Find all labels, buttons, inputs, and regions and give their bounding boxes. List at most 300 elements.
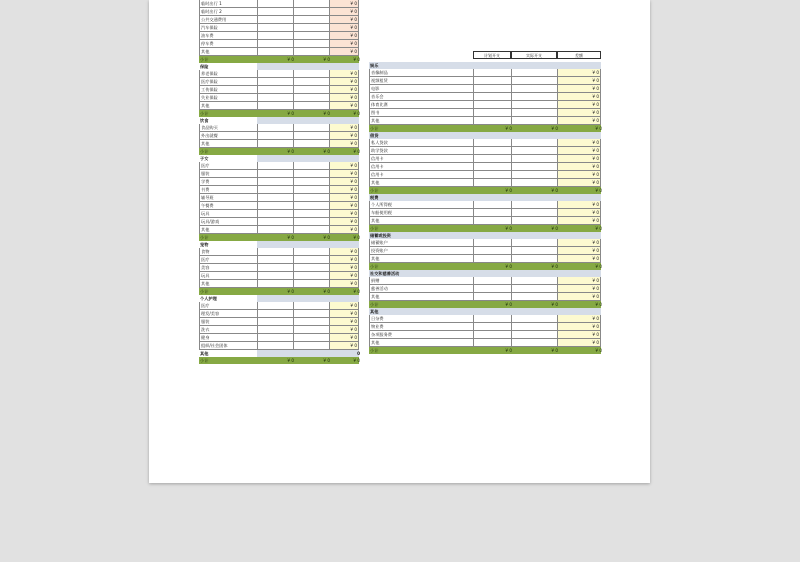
section-header (199, 155, 359, 162)
budget-row (369, 171, 601, 179)
actual-cell[interactable] (293, 40, 329, 47)
subtotal-label: 小计 (200, 235, 209, 240)
subtotal-row (369, 347, 601, 354)
planned-cell[interactable] (257, 202, 293, 209)
section-header (199, 295, 359, 302)
planned-cell[interactable] (257, 32, 293, 39)
actual-cell[interactable] (293, 272, 329, 279)
planned-cell[interactable] (257, 40, 293, 47)
planned-header: 计划开支 (473, 51, 511, 59)
actual-cell[interactable] (511, 117, 557, 124)
row-label: 医疗 (199, 302, 257, 309)
subtotal-row (369, 301, 601, 308)
row-label: 其他 (369, 179, 473, 186)
subtotal-planned: ¥ 0 (505, 264, 512, 269)
actual-cell[interactable] (511, 331, 557, 338)
planned-cell[interactable] (257, 342, 293, 349)
row-label: 学费 (199, 178, 257, 185)
row-label: 个人所得税 (369, 201, 473, 208)
subtotal-label: 小计 (200, 57, 209, 62)
actual-cell[interactable] (293, 334, 329, 341)
section-header (369, 270, 601, 277)
row-label: 玩具 (199, 210, 257, 217)
actual-cell[interactable] (511, 85, 557, 92)
difference-cell: ¥ 0 (557, 101, 601, 108)
actual-cell[interactable] (293, 170, 329, 177)
planned-cell[interactable] (257, 318, 293, 325)
subtotal-label: 小计 (370, 226, 379, 231)
actual-cell[interactable] (293, 342, 329, 349)
row-label: 其他 (369, 117, 473, 124)
budget-row (199, 256, 359, 264)
planned-cell[interactable] (257, 210, 293, 217)
planned-cell[interactable] (257, 70, 293, 77)
actual-cell[interactable] (511, 209, 557, 216)
actual-cell[interactable] (293, 178, 329, 185)
budget-row (199, 86, 359, 94)
row-label: 其他 (369, 339, 473, 346)
subtotal-label: 小计 (370, 264, 379, 269)
planned-cell[interactable] (257, 194, 293, 201)
budget-row (199, 140, 359, 148)
row-label: 储蓄账户 (369, 239, 473, 246)
row-label: 食物 (199, 248, 257, 255)
difference-cell: ¥ 0 (329, 326, 359, 333)
difference-cell: ¥ 0 (329, 162, 359, 169)
subtotal-row (199, 56, 359, 63)
subtotal-label: 小计 (200, 111, 209, 116)
row-label: 美容 (199, 264, 257, 271)
budget-row (369, 139, 601, 147)
planned-cell[interactable] (257, 24, 293, 31)
budget-row (369, 179, 601, 187)
planned-cell[interactable] (257, 218, 293, 225)
row-label: 理发/美容 (199, 310, 257, 317)
planned-cell[interactable] (473, 117, 511, 124)
difference-cell: ¥ 0 (329, 70, 359, 77)
budget-row (199, 202, 359, 210)
section-title: 个人护理 (200, 296, 217, 301)
planned-cell[interactable] (473, 93, 511, 100)
planned-cell[interactable] (257, 102, 293, 109)
planned-cell[interactable] (473, 277, 511, 284)
section-title: 税费 (370, 195, 379, 200)
difference-cell: ¥ 0 (329, 248, 359, 255)
planned-cell[interactable] (257, 186, 293, 193)
subtotal-difference: ¥ 0 (595, 348, 602, 353)
actual-cell[interactable] (511, 93, 557, 100)
budget-row (369, 255, 601, 263)
planned-cell[interactable] (473, 331, 511, 338)
difference-cell: ¥ 0 (329, 78, 359, 85)
actual-cell[interactable] (293, 202, 329, 209)
planned-cell[interactable] (257, 8, 293, 15)
planned-cell[interactable] (473, 69, 511, 76)
budget-row (199, 302, 359, 310)
budget-row (369, 85, 601, 93)
difference-cell: ¥ 0 (557, 339, 601, 346)
planned-cell[interactable] (257, 140, 293, 147)
planned-cell[interactable] (257, 226, 293, 233)
actual-cell[interactable] (511, 69, 557, 76)
actual-cell[interactable] (293, 24, 329, 31)
column-header-row (369, 51, 601, 59)
section-header (199, 241, 359, 248)
planned-cell[interactable] (473, 85, 511, 92)
row-label: 健身 (199, 334, 257, 341)
subtotal-label: 小计 (200, 289, 209, 294)
planned-cell[interactable] (473, 77, 511, 84)
row-label: 车船使用税 (369, 209, 473, 216)
planned-cell[interactable] (257, 326, 293, 333)
section-header (199, 117, 359, 124)
budget-row (369, 285, 601, 293)
subtotal-actual: ¥ 0 (551, 126, 558, 131)
row-label: 服装 (199, 318, 257, 325)
row-label: 助学贷款 (369, 147, 473, 154)
budget-row (369, 247, 601, 255)
actual-cell[interactable] (293, 70, 329, 77)
row-label: 汽车保险 (199, 24, 257, 31)
subtotal-actual: ¥ 0 (323, 149, 330, 154)
planned-cell[interactable] (473, 171, 511, 178)
planned-cell[interactable] (257, 78, 293, 85)
subtotal-planned: ¥ 0 (287, 289, 294, 294)
row-label: 信用卡 (369, 171, 473, 178)
budget-row (199, 218, 359, 226)
planned-cell[interactable] (473, 109, 511, 116)
subtotal-row (199, 288, 359, 295)
budget-row (199, 210, 359, 218)
actual-cell[interactable] (293, 102, 329, 109)
actual-cell[interactable] (293, 280, 329, 287)
section-header (199, 63, 359, 70)
actual-cell[interactable] (511, 239, 557, 246)
budget-row (369, 209, 601, 217)
left-budget-table (199, 0, 359, 364)
budget-row (199, 78, 359, 86)
planned-cell[interactable] (257, 86, 293, 93)
budget-row (199, 280, 359, 288)
row-label: 养老保险 (199, 70, 257, 77)
planned-cell[interactable] (473, 255, 511, 262)
planned-cell[interactable] (257, 280, 293, 287)
actual-cell[interactable] (293, 162, 329, 169)
budget-row (369, 331, 601, 339)
difference-cell: ¥ 0 (329, 334, 359, 341)
row-label: 物业费 (369, 323, 473, 330)
planned-cell[interactable] (257, 0, 293, 7)
section-shade (257, 241, 359, 248)
actual-cell[interactable] (293, 318, 329, 325)
row-label: 信用卡 (369, 163, 473, 170)
subtotal-row (199, 110, 359, 117)
planned-cell[interactable] (257, 16, 293, 23)
difference-cell: ¥ 0 (329, 124, 359, 131)
actual-cell[interactable] (293, 218, 329, 225)
planned-cell[interactable] (257, 178, 293, 185)
budget-row (199, 24, 359, 32)
row-label: 书费 (199, 186, 257, 193)
actual-cell[interactable] (511, 101, 557, 108)
subtotal-difference: ¥ 0 (353, 235, 360, 240)
planned-cell[interactable] (257, 170, 293, 177)
actual-cell[interactable] (293, 0, 329, 7)
actual-cell[interactable] (511, 147, 557, 154)
budget-row (199, 318, 359, 326)
subtotal-label: 小计 (200, 358, 209, 363)
difference-cell: ¥ 0 (329, 16, 359, 23)
planned-cell[interactable] (257, 124, 293, 131)
difference-cell: ¥ 0 (557, 209, 601, 216)
subtotal-difference: ¥ 0 (353, 57, 360, 62)
budget-row (199, 48, 359, 56)
actual-cell[interactable] (511, 77, 557, 84)
actual-cell[interactable] (293, 8, 329, 15)
actual-cell[interactable] (293, 326, 329, 333)
actual-cell[interactable] (511, 217, 557, 224)
difference-cell: ¥ 0 (329, 8, 359, 15)
difference-cell: ¥ 0 (557, 93, 601, 100)
row-label: 午餐费 (199, 202, 257, 209)
difference-cell: ¥ 0 (329, 202, 359, 209)
section-title: 社交和慈善活动 (370, 271, 400, 276)
section-shade (257, 155, 359, 162)
planned-cell[interactable] (473, 315, 511, 322)
actual-cell[interactable] (293, 264, 329, 271)
budget-row (199, 94, 359, 102)
section-header (369, 232, 601, 239)
difference-cell: ¥ 0 (557, 171, 601, 178)
actual-cell[interactable] (293, 78, 329, 85)
actual-cell[interactable] (293, 48, 329, 55)
row-label: 失业保险 (199, 94, 257, 101)
difference-cell: ¥ 0 (557, 69, 601, 76)
subtotal-actual: ¥ 0 (323, 57, 330, 62)
planned-cell[interactable] (473, 293, 511, 300)
budget-row (199, 16, 359, 24)
planned-cell[interactable] (257, 334, 293, 341)
actual-cell[interactable] (293, 132, 329, 139)
actual-cell[interactable] (293, 210, 329, 217)
planned-cell[interactable] (257, 310, 293, 317)
planned-cell[interactable] (473, 323, 511, 330)
budget-row (199, 248, 359, 256)
section-title: 宠物 (200, 242, 209, 247)
planned-cell[interactable] (257, 264, 293, 271)
subtotal-planned: ¥ 0 (505, 226, 512, 231)
row-label: 其他 (199, 226, 257, 233)
subtotal-row (199, 357, 359, 364)
subtotal-difference: ¥ 0 (353, 358, 360, 363)
difference-cell: ¥ 0 (329, 218, 359, 225)
budget-row (369, 163, 601, 171)
row-label: 其他 (369, 217, 473, 224)
row-label: 临时出行 2 (199, 8, 257, 15)
difference-cell: ¥ 0 (557, 155, 601, 162)
budget-row (369, 201, 601, 209)
actual-cell[interactable] (511, 109, 557, 116)
budget-row (369, 93, 601, 101)
planned-cell[interactable] (473, 339, 511, 346)
subtotal-planned: ¥ 0 (287, 358, 294, 363)
budget-row (369, 323, 601, 331)
actual-cell[interactable] (511, 155, 557, 162)
planned-cell[interactable] (473, 101, 511, 108)
row-label: 音乐会 (369, 93, 473, 100)
row-label: 临时出行 1 (199, 0, 257, 7)
planned-cell[interactable] (257, 272, 293, 279)
difference-cell: ¥ 0 (557, 109, 601, 116)
actual-cell[interactable] (293, 32, 329, 39)
planned-cell[interactable] (473, 179, 511, 186)
planned-cell[interactable] (473, 147, 511, 154)
row-label: 玩具/游戏 (199, 218, 257, 225)
planned-cell[interactable] (257, 48, 293, 55)
actual-cell[interactable] (511, 315, 557, 322)
row-label: 信用卡 (369, 155, 473, 162)
difference-cell: ¥ 0 (557, 331, 601, 338)
subtotal-label: 小计 (370, 188, 379, 193)
planned-cell[interactable] (257, 94, 293, 101)
actual-cell[interactable] (293, 226, 329, 233)
actual-cell[interactable] (511, 323, 557, 330)
planned-cell[interactable] (473, 201, 511, 208)
section-shade (257, 117, 359, 124)
difference-cell: ¥ 0 (329, 272, 359, 279)
actual-cell[interactable] (293, 302, 329, 309)
subtotal-actual: ¥ 0 (551, 264, 558, 269)
actual-cell[interactable] (511, 293, 557, 300)
budget-row (199, 310, 359, 318)
subtotal-row (369, 225, 601, 232)
budget-row (199, 194, 359, 202)
budget-row (199, 8, 359, 16)
subtotal-actual: ¥ 0 (551, 348, 558, 353)
row-label: 其他 (199, 280, 257, 287)
row-label: 医疗保险 (199, 78, 257, 85)
difference-cell: ¥ 0 (329, 226, 359, 233)
subtotal-difference: ¥ 0 (353, 149, 360, 154)
subtotal-planned: ¥ 0 (287, 149, 294, 154)
row-label: 医疗 (199, 162, 257, 169)
actual-cell[interactable] (293, 186, 329, 193)
planned-cell[interactable] (257, 132, 293, 139)
actual-cell[interactable] (511, 139, 557, 146)
actual-cell[interactable] (293, 124, 329, 131)
difference-cell: ¥ 0 (557, 315, 601, 322)
actual-cell[interactable] (511, 255, 557, 262)
planned-cell[interactable] (473, 155, 511, 162)
planned-cell[interactable] (257, 256, 293, 263)
subtotal-planned: ¥ 0 (505, 348, 512, 353)
actual-cell[interactable] (511, 247, 557, 254)
row-label: 其他 (199, 140, 257, 147)
actual-cell[interactable] (511, 171, 557, 178)
planned-cell[interactable] (473, 163, 511, 170)
difference-cell: ¥ 0 (329, 318, 359, 325)
subtotal-difference: ¥ 0 (353, 289, 360, 294)
actual-cell[interactable] (511, 163, 557, 170)
planned-cell[interactable] (473, 239, 511, 246)
planned-cell[interactable] (257, 162, 293, 169)
subtotal-label: 小计 (370, 126, 379, 131)
budget-row (369, 217, 601, 225)
row-label: 捐赠 (369, 277, 473, 284)
row-label: 慈善活动 (369, 285, 473, 292)
subtotal-planned: ¥ 0 (505, 126, 512, 131)
planned-cell[interactable] (257, 302, 293, 309)
difference-cell: ¥ 0 (329, 32, 359, 39)
actual-cell[interactable] (293, 86, 329, 93)
actual-cell[interactable] (293, 194, 329, 201)
budget-row (199, 226, 359, 234)
section-title: 其他 (370, 309, 379, 314)
subtotal-actual: ¥ 0 (323, 289, 330, 294)
subtotal-planned: ¥ 0 (287, 235, 294, 240)
section-header (369, 62, 601, 69)
actual-cell[interactable] (293, 248, 329, 255)
actual-cell[interactable] (293, 94, 329, 101)
actual-cell[interactable] (293, 256, 329, 263)
row-label: 油车费 (199, 32, 257, 39)
row-label: 工伤保险 (199, 86, 257, 93)
budget-row (199, 170, 359, 178)
planned-cell[interactable] (473, 285, 511, 292)
section-title: 饮食 (200, 118, 209, 123)
subtotal-row (369, 263, 601, 270)
budget-row (199, 162, 359, 170)
planned-cell[interactable] (257, 248, 293, 255)
planned-cell[interactable] (473, 139, 511, 146)
budget-row (199, 40, 359, 48)
section-title: 子女 (200, 156, 209, 161)
budget-row (199, 0, 359, 8)
actual-cell[interactable] (293, 140, 329, 147)
budget-row (369, 77, 601, 85)
section-title: 借贷 (370, 133, 379, 138)
row-label: 公共交通费用 (199, 16, 257, 23)
section-header (199, 350, 359, 357)
subtotal-planned: ¥ 0 (287, 57, 294, 62)
actual-cell[interactable] (511, 339, 557, 346)
difference-cell: ¥ 0 (557, 179, 601, 186)
actual-cell[interactable] (511, 201, 557, 208)
planned-cell[interactable] (473, 217, 511, 224)
planned-cell[interactable] (473, 247, 511, 254)
actual-cell[interactable] (511, 277, 557, 284)
section-title: 娱乐 (370, 63, 379, 68)
budget-row (369, 101, 601, 109)
actual-cell[interactable] (293, 310, 329, 317)
planned-cell[interactable] (473, 209, 511, 216)
actual-cell[interactable] (511, 285, 557, 292)
budget-row (369, 315, 601, 323)
difference-cell: ¥ 0 (329, 342, 359, 349)
budget-row (369, 339, 601, 347)
actual-cell[interactable] (293, 16, 329, 23)
budget-row (199, 326, 359, 334)
budget-row (369, 277, 601, 285)
subtotal-label: 小计 (200, 149, 209, 154)
row-label: 外出就餐 (199, 132, 257, 139)
subtotal-difference: ¥ 0 (595, 264, 602, 269)
subtotal-row (199, 234, 359, 241)
actual-cell[interactable] (511, 179, 557, 186)
subtotal-difference: ¥ 0 (595, 126, 602, 131)
row-label: 其他 (199, 48, 257, 55)
subtotal-difference: ¥ 0 (595, 226, 602, 231)
